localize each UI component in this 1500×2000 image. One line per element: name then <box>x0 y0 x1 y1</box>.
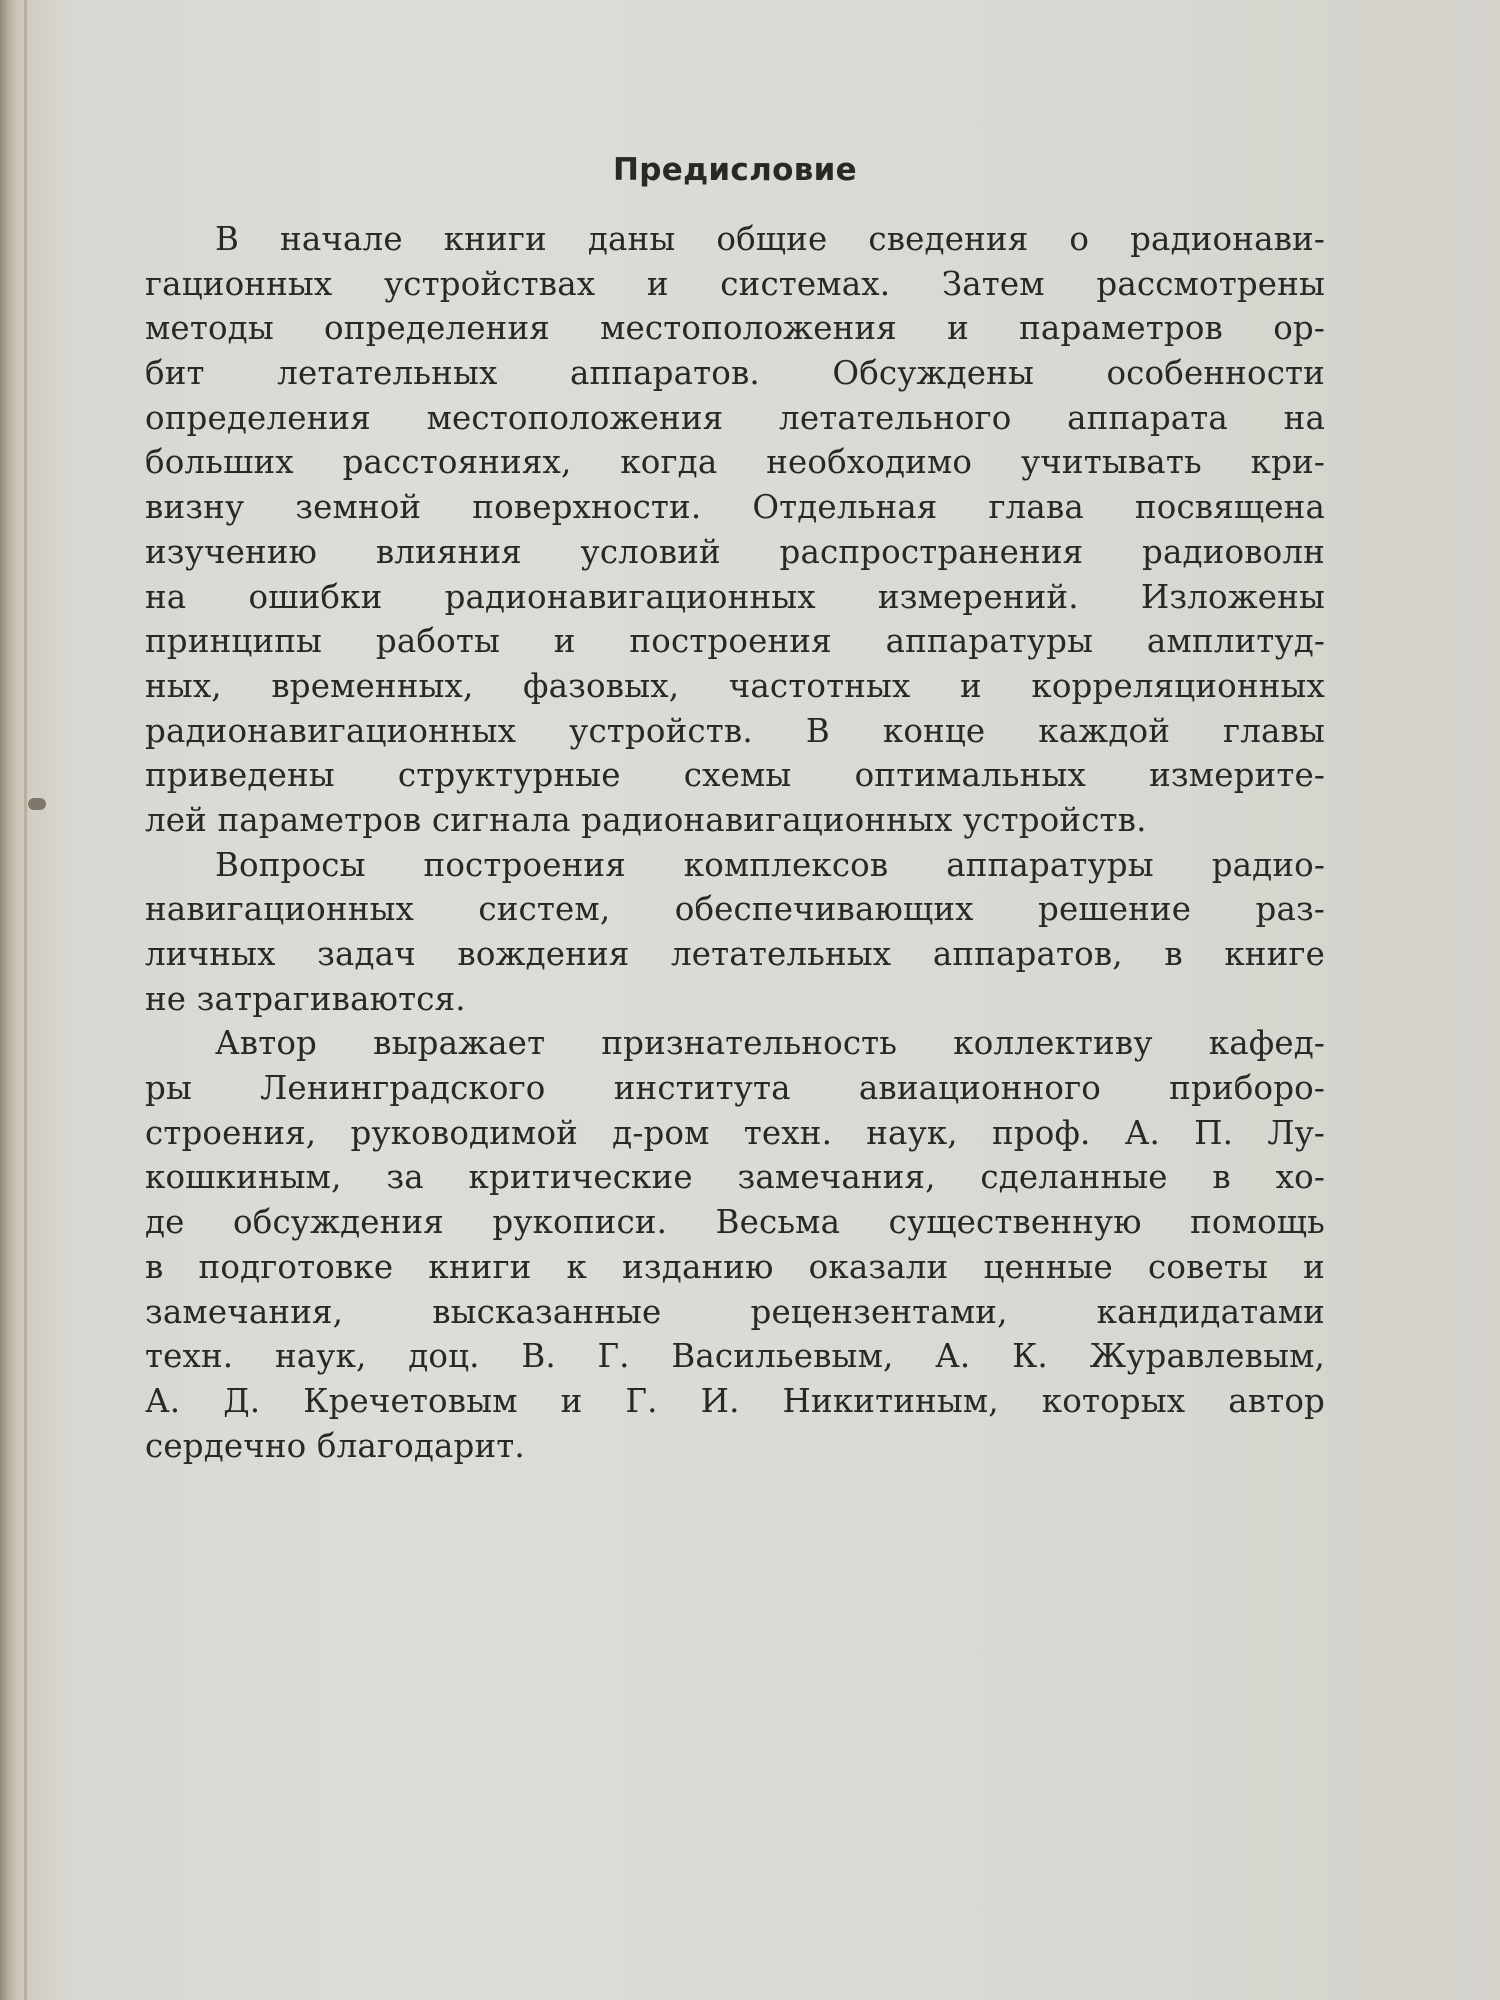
text-line: лей параметров сигнала радионавигационных устройств. <box>145 800 1147 839</box>
text-line: А. Д. Кречетовым и Г. И. Никитиным, которых автор <box>145 1381 1325 1420</box>
page-content <box>145 145 1325 1468</box>
paragraph-1 <box>145 217 1325 843</box>
text-line: замечания, высказанные рецензентами, кандидатами <box>145 1292 1325 1331</box>
text-line: сердечно благодарит. <box>145 1426 525 1465</box>
text-line: принципы работы и построения аппаратуры амплитуд- <box>145 622 1325 661</box>
page-title: Предисловие <box>613 152 857 188</box>
text-line: больших расстояниях, когда необходимо учитывать кри- <box>145 443 1325 482</box>
text-line: Автор выражает признательность коллективу кафед- <box>215 1024 1325 1063</box>
text-line: ных, временных, фазовых, частотных и корреляционных <box>145 666 1325 705</box>
text-line: техн. наук, доц. В. Г. Васильевым, А. К. Журавлевым, <box>145 1337 1325 1376</box>
binding-edge <box>24 0 27 2000</box>
text-line: радионавигационных устройств. В конце каждой главы <box>145 711 1325 750</box>
paragraph-3 <box>145 1021 1325 1468</box>
text-line: бит летательных аппаратов. Обсуждены особенности <box>145 354 1325 393</box>
text-line: строения, руководимой д-ром техн. наук, проф. А. П. Лу- <box>145 1113 1325 1152</box>
text-line: на ошибки радионавигационных измерений. Изложены <box>145 577 1325 616</box>
text-line: визну земной поверхности. Отдельная глава посвящена <box>145 488 1325 527</box>
text-line: ры Ленинградского института авиационного приборо- <box>145 1069 1325 1108</box>
text-line: в подготовке книги к изданию оказали ценные советы и <box>145 1247 1325 1286</box>
text-line: определения местоположения летательного аппарата на <box>145 398 1325 437</box>
text-line: не затрагиваются. <box>145 979 466 1018</box>
paragraph-2 <box>145 843 1325 1022</box>
text-line: навигационных систем, обеспечивающих решение раз- <box>145 890 1325 929</box>
text-line: изучению влияния условий распространения радиоволн <box>145 532 1325 571</box>
text-line: приведены структурные схемы оптимальных измерите- <box>145 756 1325 795</box>
text-line: методы определения местоположения и параметров ор- <box>145 309 1325 348</box>
text-line: личных задач вождения летательных аппаратов, в книге <box>145 935 1325 973</box>
text-line: кошкиным, за критические замечания, сделанные в хо- <box>145 1158 1325 1197</box>
text-line: Вопросы построения комплексов аппаратуры радио- <box>215 845 1325 884</box>
text-line: В начале книги даны общие сведения о радионави- <box>215 220 1325 258</box>
text-line: де обсуждения рукописи. Весьма существенную помощь <box>145 1203 1325 1242</box>
text-line: гационных устройствах и системах. Затем рассмотрены <box>145 264 1325 303</box>
binding-staple <box>28 798 46 810</box>
